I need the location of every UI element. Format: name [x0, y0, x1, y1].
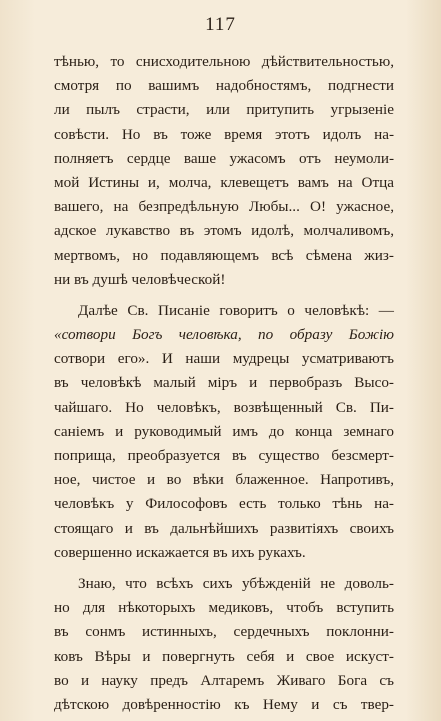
text-line: во и науку предъ Алтаремъ Живаго Бога съ	[54, 671, 394, 689]
text-line: ковъ Вѣры и повергнуть себя и свое искуст-	[54, 647, 394, 665]
text-line: саніемъ и руководимый имъ до конца земнаго	[54, 422, 394, 440]
text-line: ни въ душѣ человѣческой!	[54, 270, 226, 288]
paragraph-3	[54, 572, 394, 717]
text-line: человѣкъ у Философовъ есть только тѣнь на-	[54, 495, 394, 513]
text-line: Знаю, что всѣхъ сихъ убѣжденій не доволь-	[78, 574, 394, 592]
text-line: сотвори его». И наши мудрецы усматриваютъ	[54, 350, 394, 368]
text-line: поприща, преобразуется въ существо безсмерт-	[54, 447, 394, 464]
text-line: вашего, на безпредѣльную Любы... О! ужасное,	[54, 198, 394, 216]
paragraph-1	[54, 50, 394, 292]
text-line: Далѣе Св. Писаніе говоритъ о человѣкѣ: —	[78, 301, 394, 319]
text-line: совершенно искажается въ ихъ рукахъ.	[54, 543, 306, 561]
text-line: чайшаго. Но человѣкъ, возвѣщенный Св. Пи-	[54, 398, 394, 416]
text-line: въ сонмъ истинныхъ, сердечныхъ поклонни-	[54, 623, 394, 641]
text-line: мой Истины и, молча, клевещетъ вамъ на Отца	[54, 173, 394, 191]
text-line: стоящаго и въ дальнѣйшихъ развитіяхъ своихъ	[54, 519, 394, 537]
text-line: полняетъ сердце ваше ужасомъ отъ неумоли-	[54, 149, 394, 167]
text-line: ное, чистое и во вѣки блаженное. Напротивъ,	[54, 471, 394, 489]
body-text	[54, 50, 394, 717]
text-line: дѣтскою довѣренностію къ Нему и съ твер-	[54, 695, 394, 713]
text-line: мертвомъ, но подавляющемъ всѣ сѣмена жиз-	[54, 246, 394, 264]
text-line: совѣсти. Но въ тоже время этотъ идолъ на-	[54, 125, 394, 143]
text-line: смотря по вашимъ надобностямъ, подгнести	[54, 77, 394, 95]
text-line: въ человѣкѣ малый міръ и первобразъ Высо-	[54, 374, 394, 392]
text-line: адское лукавство въ этомъ идолѣ, молчаливомъ,	[54, 222, 394, 240]
paragraph-2	[54, 299, 394, 565]
text-line: но для нѣкоторыхъ медиковъ, чтобъ вступить	[54, 599, 394, 617]
text-line: тѣнью, то снисходительною дѣйствительностью,	[54, 53, 394, 70]
text-line: «сотвори Богъ человѣка, по образу Божію	[54, 326, 394, 344]
text-line: ли пылъ страсти, или притупить угрызеніе	[54, 101, 394, 119]
page-number: 117	[205, 14, 236, 35]
